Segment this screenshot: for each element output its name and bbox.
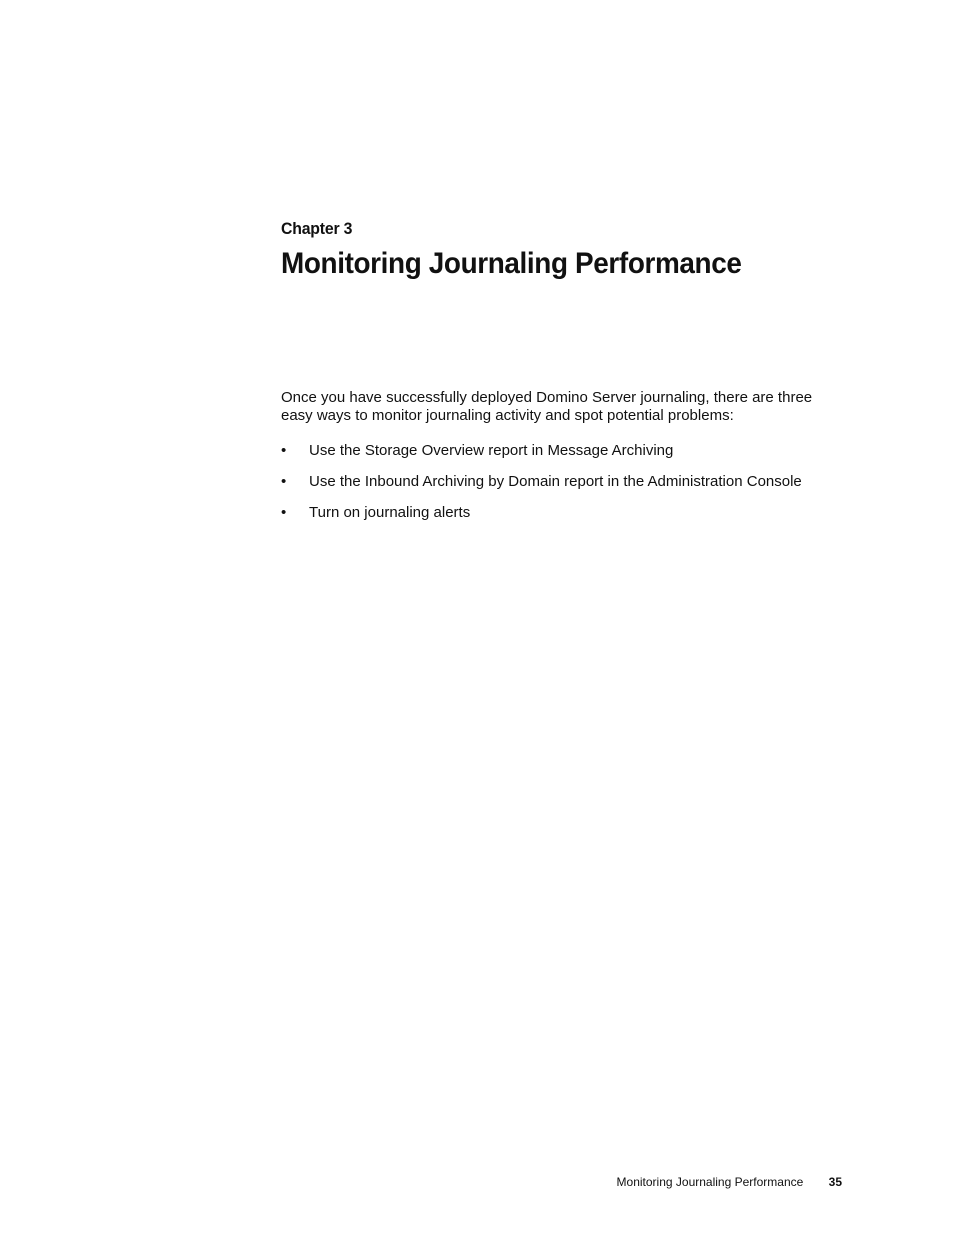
page-footer — [617, 1174, 842, 1190]
page-number: 35 — [828, 1175, 842, 1189]
chapter-label: Chapter 3 — [281, 219, 353, 238]
list-item — [281, 442, 881, 473]
bullet-marker: • — [281, 473, 287, 490]
bullet-marker: • — [281, 442, 287, 459]
list-item-text: Use the Storage Overview report in Message Archiving — [309, 442, 674, 459]
list-item — [281, 473, 881, 504]
list-item — [281, 504, 881, 535]
bullet-list — [281, 442, 881, 535]
list-item-text: Use the Inbound Archiving by Domain report in the Administration Console — [309, 473, 802, 490]
footer-title: Monitoring Journaling Performance — [616, 1175, 804, 1189]
chapter-title: Monitoring Journaling Performance — [281, 247, 742, 280]
list-item-text: Turn on journaling alerts — [309, 504, 471, 521]
intro-paragraph: Once you have successfully deployed Domino Server journaling, there are three easy ways to monitor journaling activity and spot potential problems: — [281, 389, 813, 424]
bullet-marker: • — [281, 504, 287, 521]
